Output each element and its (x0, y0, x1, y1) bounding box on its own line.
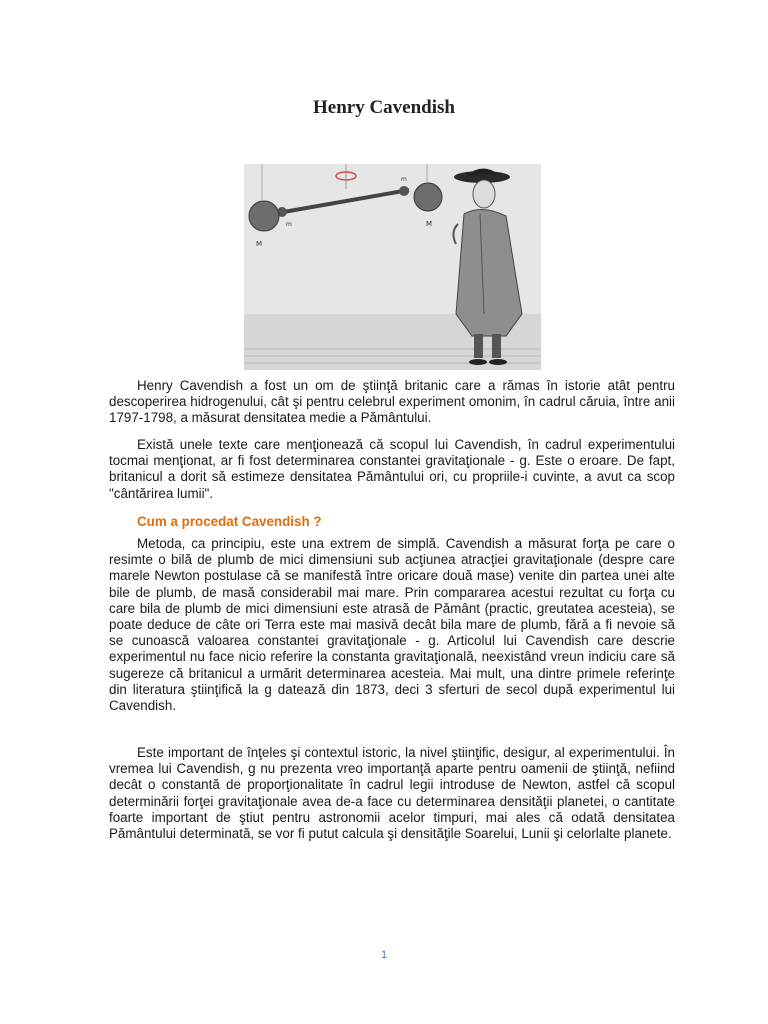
page-number: 1 (380, 949, 388, 961)
illustration-svg (244, 164, 541, 370)
paragraph-method (109, 536, 675, 714)
paragraph-intro (109, 378, 675, 427)
section-heading: Cum a procedat Cavendish ? (137, 514, 322, 529)
figure-label-M-right: M (426, 220, 433, 228)
cavendish-experiment-illustration (244, 164, 541, 370)
paragraph-text: Metoda, ca principiu, este una extrem de simplă. Cavendish a măsurat forţa pe care o resimte o bilă de plumb de mici dimensiuni sub acţiunea atracţiei gravitaţionale (despre care marele Newton postulase că se manifestă între oricare două mase) venite din partea unei alte bile de plumb, de masă considerabil mai mare. Prin compararea acestui rezultat cu forţa cu care bila de plumb de mici dimensiuni este atrasă de Pământ (practic, greutatea acesteia), se poate deduce de câte ori Terra este mai masivă decât bila mare de plumb, fără a fi nevoie să se cunoască valoarea constantei gravitaţionale - g. Articolul lui Cavendish care descrie experimentul nu face nicio referire la constanta gravitaţională, neexistând vreun indiciu care să sugereze că britanicul a urmărit determinarea acesteia. Mai mult, una dintre primele referinţe din literatura ştiinţifică la g datează din 1873, deci 3 sferturi de secol după experimentul lui Cavendish. (109, 536, 675, 714)
figure-label-M-left: M (256, 240, 263, 248)
paragraph-purpose (109, 437, 675, 502)
paragraph-context (109, 745, 675, 842)
figure-label-m-left: m (286, 221, 292, 228)
document-title: Henry Cavendish (313, 97, 455, 118)
paragraph-text: Henry Cavendish a fost un om de ştiinţă britanic care a rămas în istorie atât pentru descoperirea hidrogenului, cât şi pentru celebrul experiment omonim, în cadrul căruia, între anii 1797-1798, a măsurat densitatea medie a Pământului. (109, 378, 675, 426)
paragraph-text: Este important de înţeles şi contextul istoric, la nivel ştiinţific, desigur, al experimentului. În vremea lui Cavendish, g nu prezenta vreo importanţă aparte pentru oamenii de ştiinţă, nefiind decât o constantă de proporţionalitate în cadrul legii introduse de Newton, astfel că scopul determinării forţei gravitaţionale avea de-a face cu determinarea densităţii planetei, o cantitate foarte important de ştiut pentru astronomii acelor timpuri, mai ales că odată densitatea Pământului determinată, se vor fi putut calcula şi densităţile Soarelui, Lunii şi celorlalte planete. (109, 745, 675, 842)
figure-label-m-right: m (401, 176, 407, 183)
paragraph-text: Există unele texte care menţionează că scopul lui Cavendish, în cadrul experimentului tocmai menţionat, ar fi fost determinarea constantei gravitaţionale - g. Este o eroare. De fapt, britanicul a dorit să estimeze densitatea Pământului ori, cu propriile-i cuvinte, a avut ca scop "cântărirea lumii". (109, 437, 675, 501)
